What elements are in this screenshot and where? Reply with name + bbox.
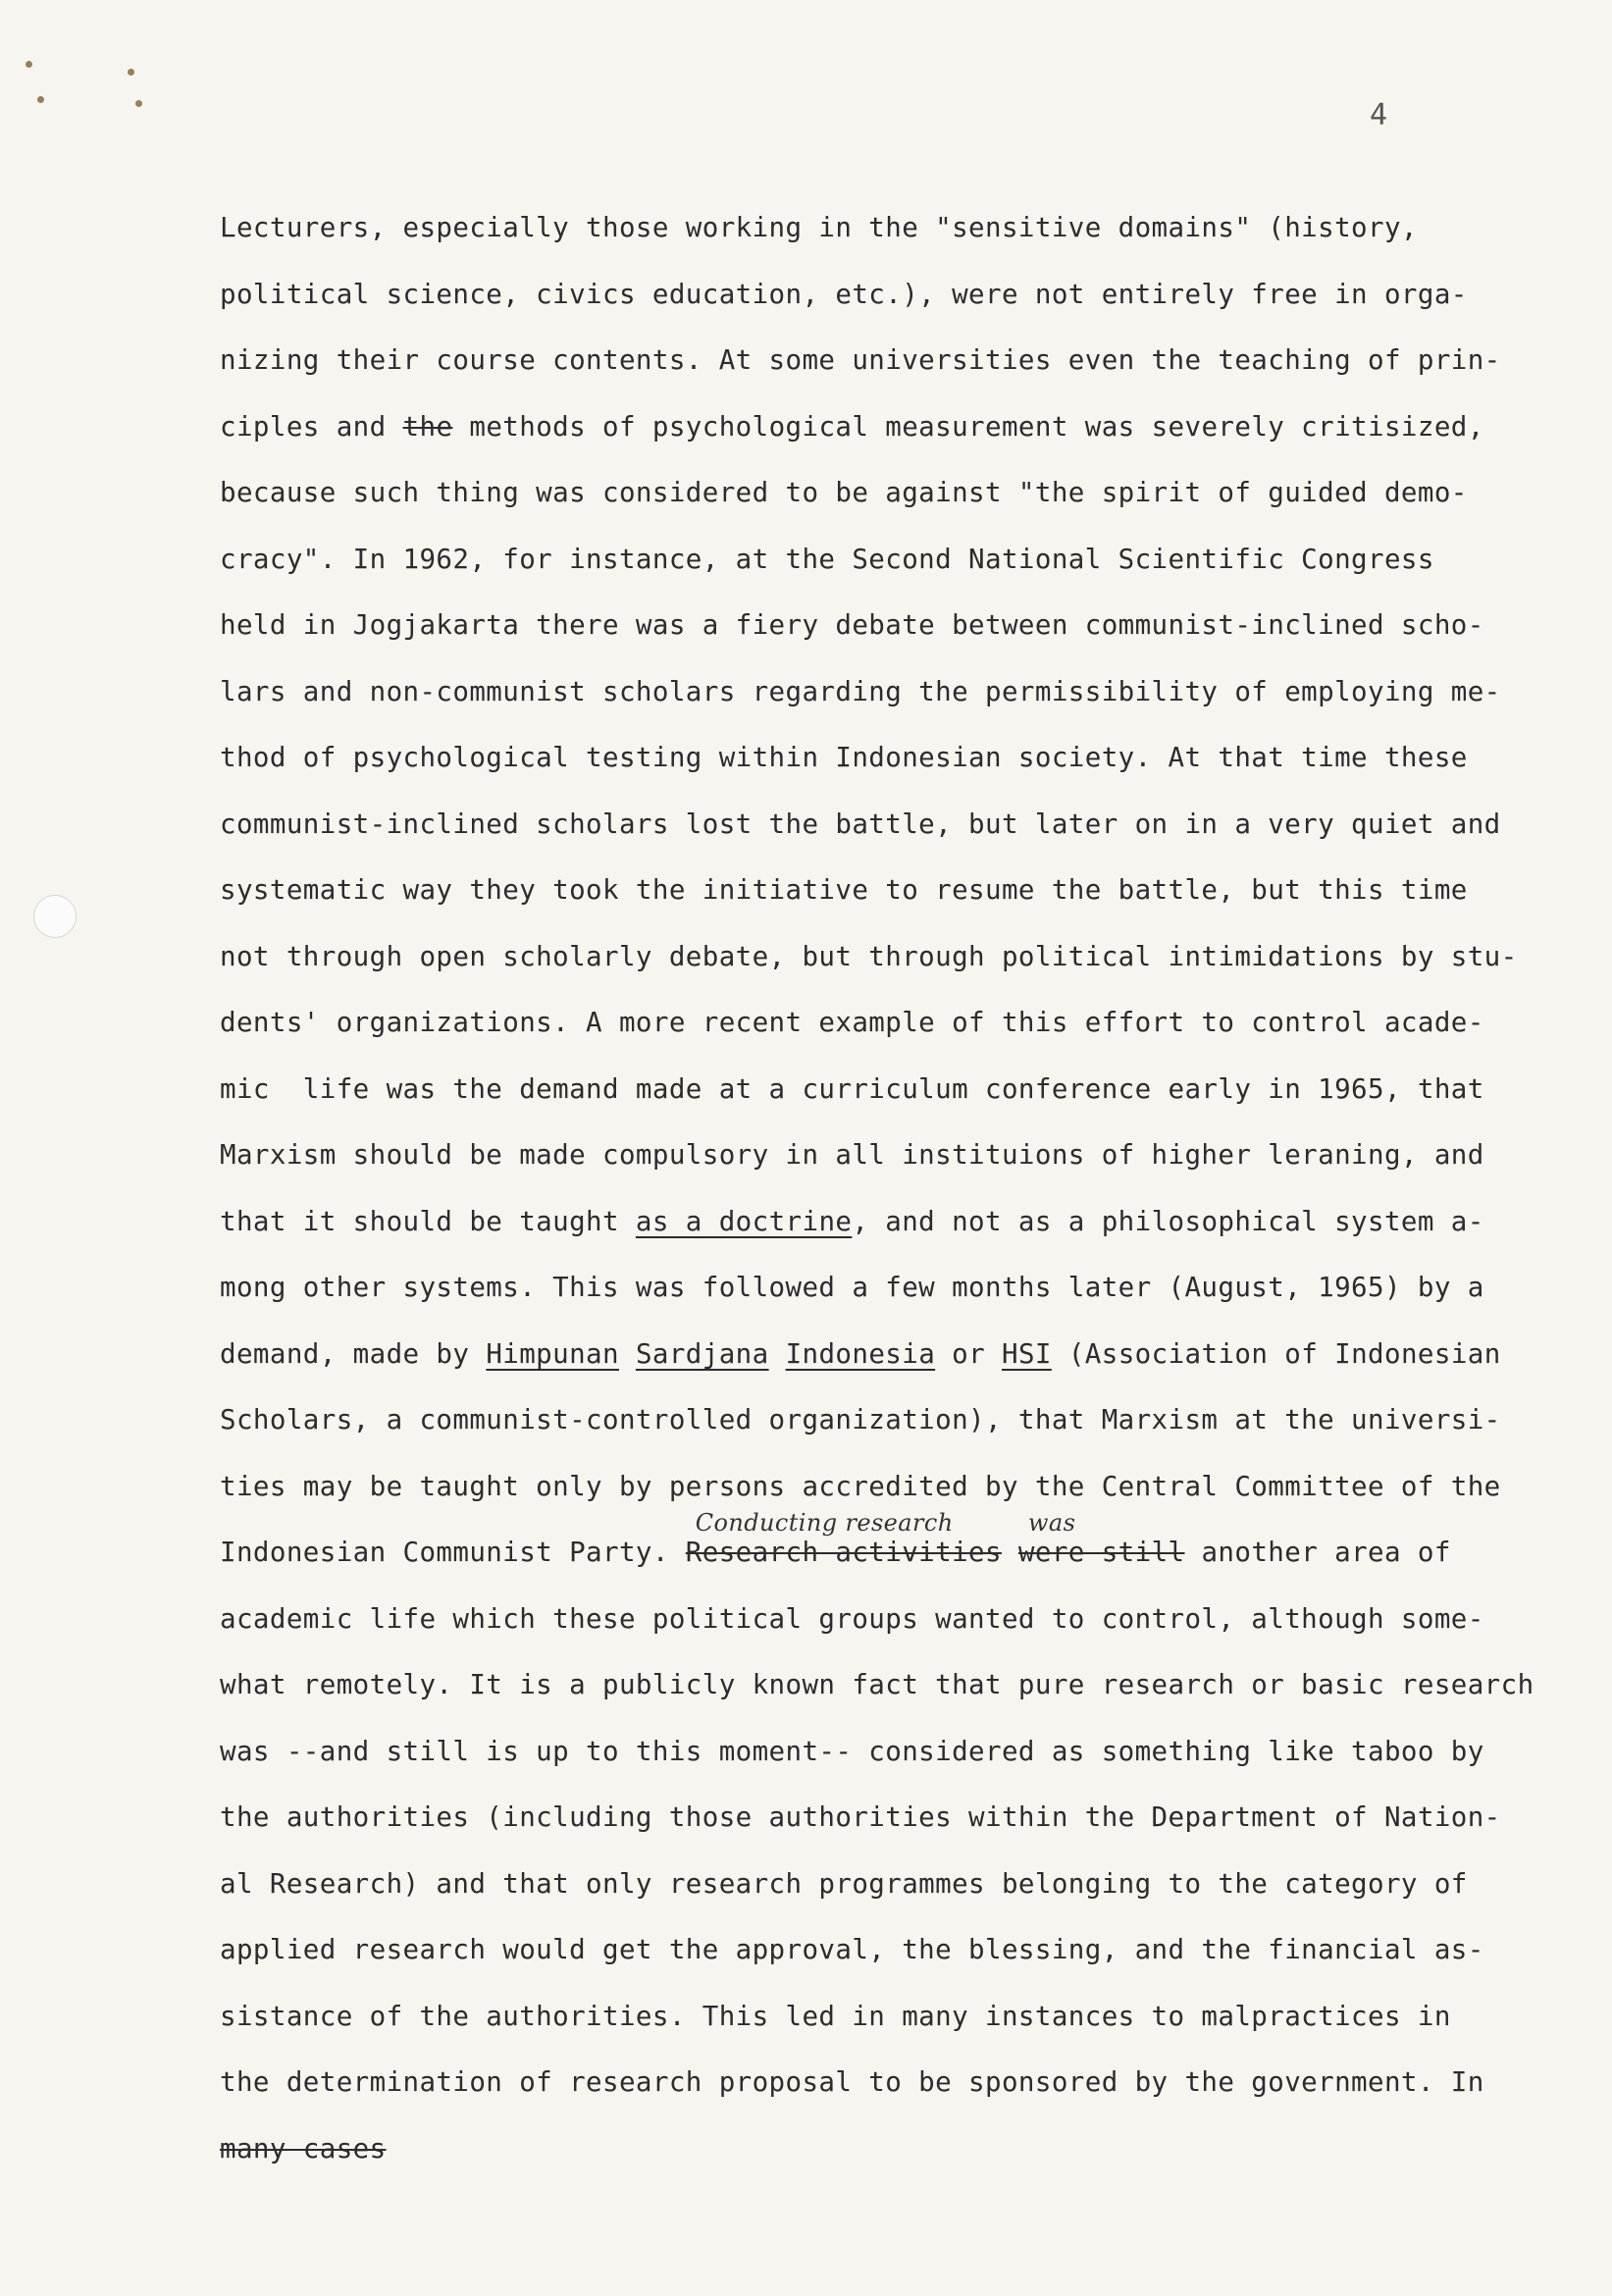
text-segment: Indonesian Communist Party. bbox=[220, 1537, 686, 1568]
text-line bbox=[220, 1665, 1534, 1732]
page-number: 4 bbox=[1370, 98, 1388, 132]
text-line bbox=[220, 1268, 1534, 1334]
text-line bbox=[220, 1864, 1534, 1931]
text-line bbox=[220, 1930, 1534, 1997]
text-segment: dents' organizations. A more recent example of this effort to control acade- bbox=[220, 1007, 1484, 1038]
text-segment: held in Jogjakarta there was a fiery debate between communist-inclined scho- bbox=[220, 609, 1484, 641]
handwritten-insertion: was bbox=[1027, 1509, 1076, 1537]
text-segment: Scholars, a communist-controlled organization), that Marxism at the universi- bbox=[220, 1404, 1501, 1435]
text-segment: another area of bbox=[1184, 1537, 1451, 1568]
text-segment: or bbox=[935, 1337, 1002, 1370]
text-segment: (Association of Indonesian bbox=[1051, 1337, 1501, 1370]
struck-text: Research activities bbox=[685, 1537, 1002, 1568]
text-line bbox=[220, 473, 1534, 540]
text-line bbox=[220, 1599, 1534, 1666]
text-segment: mong other systems. This was followed a few months later (August, 1965) by a bbox=[220, 1272, 1484, 1303]
text-segment: lars and non-communist scholars regarding the permissibility of employing me- bbox=[220, 675, 1501, 707]
text-line bbox=[220, 1334, 1534, 1401]
text-line bbox=[220, 672, 1534, 739]
text-segment: cracy". In 1962, for instance, at the Second National Scientific Congress bbox=[220, 543, 1434, 575]
text-line bbox=[220, 870, 1534, 937]
text-line bbox=[220, 340, 1534, 407]
paper-speck bbox=[26, 61, 32, 68]
text-segment: political science, civics education, etc.), were not entirely free in orga- bbox=[220, 278, 1468, 310]
text-line bbox=[220, 1135, 1534, 1202]
text-segment: communist-inclined scholars lost the battle, but later on in a very quiet and bbox=[220, 808, 1501, 840]
struck-text: many cases bbox=[220, 2132, 387, 2165]
text-line bbox=[220, 1400, 1534, 1467]
text-line bbox=[220, 1003, 1534, 1070]
text-segment: not through open scholarly debate, but through political intimidations by stu- bbox=[220, 940, 1518, 972]
paper-speck bbox=[135, 100, 142, 107]
text-line bbox=[220, 1070, 1534, 1136]
text-line bbox=[220, 2129, 1534, 2196]
text-segment: nizing their course contents. At some universities even the teaching of prin- bbox=[220, 344, 1501, 376]
paper-speck bbox=[128, 69, 134, 76]
text-line bbox=[220, 275, 1534, 341]
text-segment: Marxism should be made compulsory in all instituions of higher leraning, and bbox=[220, 1139, 1484, 1171]
text-line bbox=[220, 605, 1534, 672]
text-segment bbox=[769, 1338, 786, 1370]
text-segment bbox=[619, 1338, 636, 1370]
text-segment: mic life was the demand made at a curriculum conference early in 1965, that bbox=[220, 1072, 1484, 1105]
underlined-text: HSI bbox=[1002, 1337, 1052, 1370]
punch-hole bbox=[33, 895, 77, 938]
text-line bbox=[220, 1509, 1534, 1599]
text-segment bbox=[1002, 1537, 1018, 1568]
underlined-text: Sardjana bbox=[635, 1337, 769, 1370]
text-segment: Lecturers, especially those working in the "sensitive domains" (history, bbox=[220, 212, 1418, 243]
underlined-text: Himpunan bbox=[486, 1337, 619, 1370]
text-segment: the authorities (including those authorities within the Department of Nation- bbox=[220, 1801, 1501, 1833]
text-line bbox=[220, 805, 1534, 871]
underlined-text: as a doctrine bbox=[635, 1205, 853, 1237]
text-line bbox=[220, 1997, 1534, 2063]
text-segment: that it should be taught bbox=[220, 1205, 636, 1237]
text-segment: applied research would get the approval, the blessing, and the financial as- bbox=[220, 1934, 1484, 1965]
text-line bbox=[220, 208, 1534, 275]
text-line bbox=[220, 1732, 1534, 1799]
struck-text: were still bbox=[1017, 1537, 1185, 1568]
handwritten-correction bbox=[1017, 1509, 1185, 1572]
typed-text-body bbox=[220, 208, 1534, 2195]
text-segment: , and not as a philosophical system a- bbox=[852, 1205, 1484, 1237]
struck-text: the bbox=[402, 410, 453, 443]
text-line bbox=[220, 937, 1534, 1004]
text-segment: sistance of the authorities. This led in many instances to malpractices in bbox=[220, 2000, 1451, 2032]
text-segment: the determination of research proposal to be sponsored by the government. In bbox=[220, 2066, 1484, 2098]
text-line bbox=[220, 1798, 1534, 1864]
paper-speck bbox=[37, 96, 44, 103]
text-segment: was --and still is up to this moment-- considered as something like taboo by bbox=[220, 1735, 1484, 1767]
text-line bbox=[220, 407, 1534, 474]
text-segment: systematic way they took the initiative to resume the battle, but this time bbox=[220, 874, 1468, 906]
text-line bbox=[220, 2062, 1534, 2129]
text-segment: thod of psychological testing within Indonesian society. At that time these bbox=[220, 742, 1468, 773]
underlined-text: Indonesia bbox=[785, 1337, 936, 1370]
text-segment: al Research) and that only research programmes belonging to the category of bbox=[220, 1867, 1468, 1900]
text-segment: academic life which these political groups wanted to control, although some- bbox=[220, 1602, 1484, 1635]
text-segment: ties may be taught only by persons accredited by the Central Committee of the bbox=[220, 1470, 1501, 1502]
handwritten-correction bbox=[685, 1509, 1002, 1572]
text-segment: methods of psychological measurement was severely critisized, bbox=[452, 410, 1484, 443]
text-segment: what remotely. It is a publicly known fact that pure research or basic research bbox=[220, 1669, 1534, 1700]
handwritten-insertion: Conducting research bbox=[695, 1509, 954, 1537]
text-line bbox=[220, 540, 1534, 606]
text-segment: ciples and bbox=[220, 410, 403, 443]
text-segment: because such thing was considered to be against "the spirit of guided demo- bbox=[220, 477, 1468, 508]
text-line bbox=[220, 1202, 1534, 1269]
text-segment: demand, made by bbox=[220, 1337, 487, 1370]
text-line bbox=[220, 738, 1534, 805]
